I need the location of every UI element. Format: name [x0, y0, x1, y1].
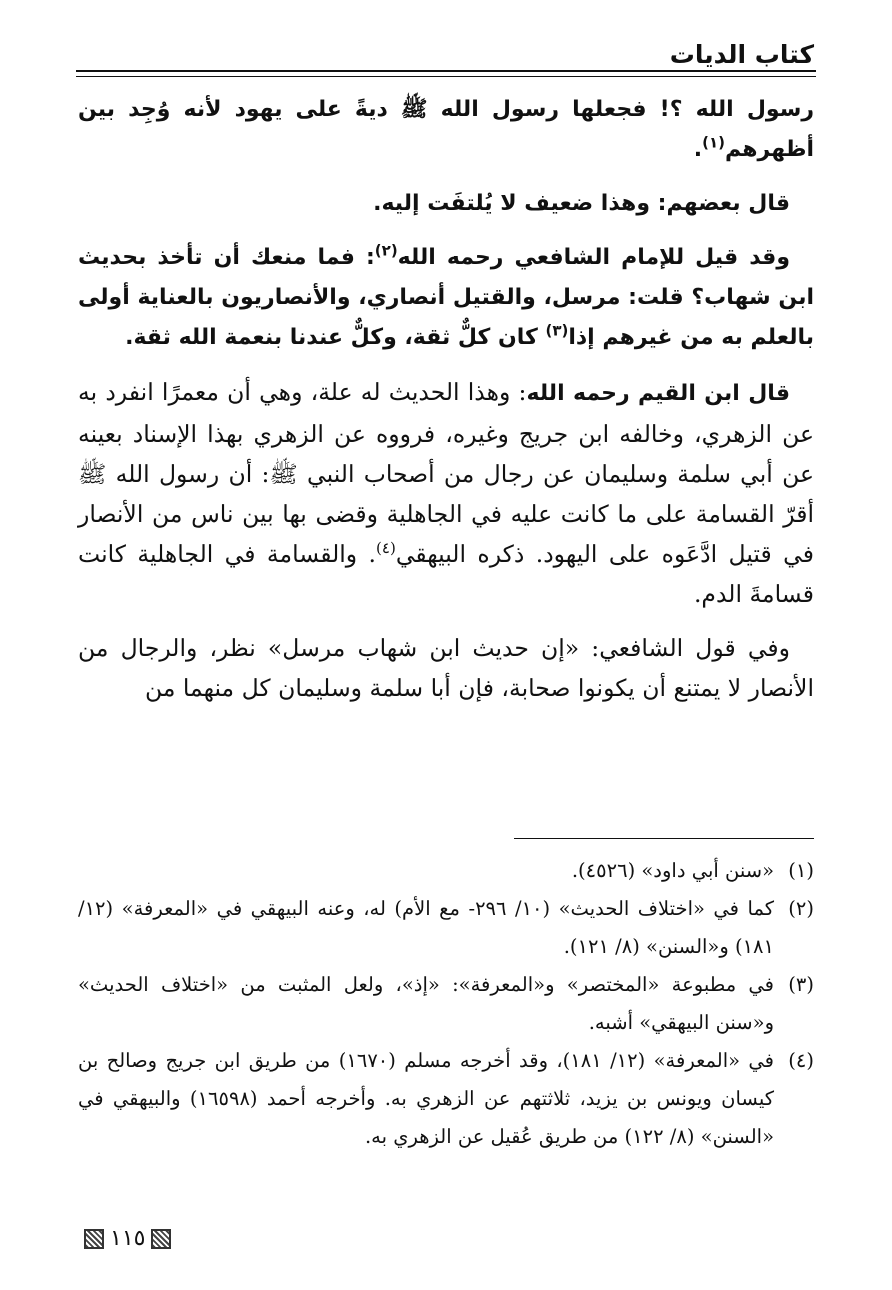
footnote-ref-3: (٣) — [545, 321, 569, 340]
footnote-ref-4: (٤) — [376, 539, 396, 558]
paragraph-3-text-a: وقد قيل للإمام الشافعي رحمه الله — [397, 245, 791, 270]
footnote-number: (٣) — [788, 973, 814, 996]
footnote-text: في «المعرفة» (١٢/ ١٨١)، وقد أخرجه مسلم (١٦٧٠) من طريق ابن جريج وصالح بن كيسان ويونس بن يزيد، ثلاثتهم عن الزهري به. وأخرجه أحمد (١٦٥٩٨) والبيهقي في «السنن» (٨/ ١٢٢) من طريق عُقيل عن الزهري به. — [78, 1049, 774, 1148]
footnote-3 — [78, 966, 814, 1042]
footnotes — [78, 852, 814, 1156]
footnote-number: (١) — [788, 859, 814, 882]
paragraph-3 — [78, 238, 814, 358]
ornament-icon — [151, 1229, 171, 1249]
footnote-number: (٤) — [788, 1049, 814, 1072]
footnote-ref-1: (١) — [702, 133, 726, 152]
header-rule-thick — [76, 70, 816, 72]
main-text — [78, 90, 814, 722]
paragraph-4 — [78, 372, 814, 614]
header-rule-thin — [76, 76, 816, 77]
page-number-text: ١١٥ — [110, 1226, 146, 1251]
paragraph-4-text-b: . والقسامة في الجاهلية كانت قسامةَ الدم. — [78, 540, 814, 608]
paragraph-5 — [78, 628, 814, 708]
paragraph-1-end: . — [693, 137, 703, 162]
footnote-1 — [78, 852, 814, 890]
paragraph-2-text: قال بعضهم: وهذا ضعيف لا يُلتفَت إليه. — [373, 191, 790, 216]
page-number — [84, 1226, 171, 1252]
footnote-ref-2: (٢) — [374, 241, 398, 260]
ornament-icon — [84, 1229, 104, 1249]
running-header-title: كتاب الديات — [669, 40, 814, 69]
footnote-number: (٢) — [788, 897, 814, 920]
paragraph-3-text-c: كان كلٌّ ثقة، وكلٌّ عندنا بنعمة الله ثقة. — [125, 325, 546, 350]
footnote-4 — [78, 1042, 814, 1156]
paragraph-4-text-a: : وهذا الحديث له علة، وهي أن معمرًا انفرد به عن الزهري، وخالفه ابن جريج وغيره، فرووه عن الزهري بهذا الإسناد بعينه عن أبي سلمة وسليمان عن رجال من أصحاب النبي ﷺ: أن رسول الله ﷺ أقرّ القسامة على ما كانت عليه في الجاهلية وقضى بها بين ناس من الأنصار في قتيل ادَّعَوه على اليهود. ذكره البيهقي — [78, 378, 814, 568]
footnote-text: «سنن أبي داود» (٤٥٢٦). — [571, 859, 774, 882]
footnote-text: في مطبوعة «المختصر» و«المعرفة»: «إذ»، ولعل المثبت من «اختلاف الحديث» و«سنن البيهقي» أشبه. — [78, 973, 774, 1034]
paragraph-4-lead: قال ابن القيم رحمه الله — [526, 381, 790, 406]
paragraph-1-text: رسول الله ؟! فجعلها رسول الله ﷺ ديةً على يهود لأنه وُجِد بين أظهرهم — [78, 97, 814, 162]
paragraph-1 — [78, 90, 814, 170]
paragraph-5-text: وفي قول الشافعي: «إن حديث ابن شهاب مرسل» نظر، والرجال من الأنصار لا يمتنع أن يكونوا صحابة، فإن أبا سلمة وسليمان كل منهما من — [78, 634, 814, 702]
footnote-separator — [514, 838, 814, 839]
footnote-2 — [78, 890, 814, 966]
footnote-text: كما في «اختلاف الحديث» (١٠/ ٢٩٦- مع الأم) له، وعنه البيهقي في «المعرفة» (١٢/ ١٨١) و«السنن» (٨/ ١٢١). — [78, 897, 774, 958]
paragraph-2 — [78, 184, 814, 224]
paragraph-3-text-b: : فما منعك أن تأخذ بحديث ابن شهاب؟ قلت: مرسل، والقتيل أنصاري، والأنصاريون بالعناية أولى بالعلم به من غيرهم إذا — [78, 245, 814, 350]
